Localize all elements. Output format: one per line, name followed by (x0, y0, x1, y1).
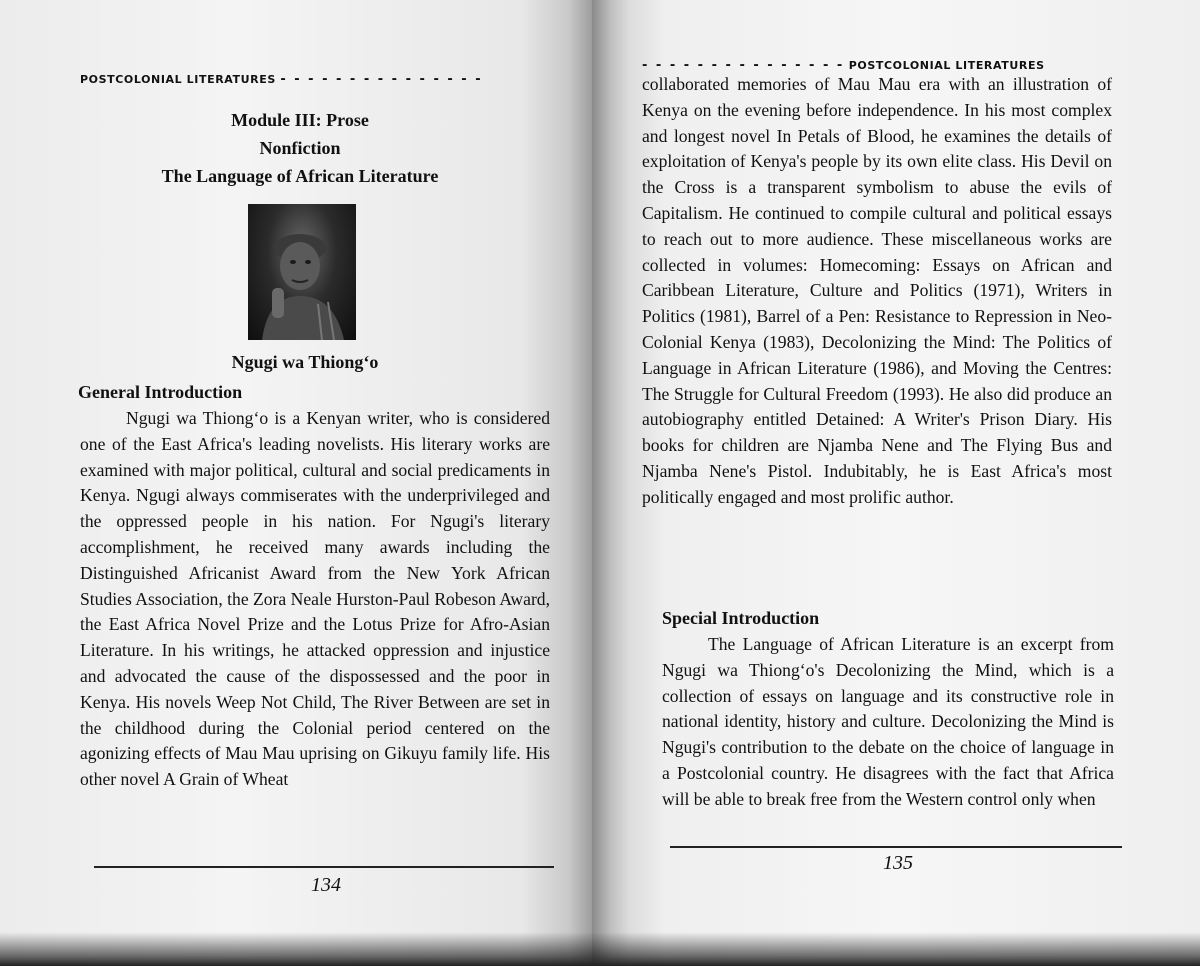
right-body-text (642, 72, 1112, 511)
right-page (592, 0, 1200, 966)
running-head-dashes: - - - - - - - - - - - - - - - (642, 58, 845, 73)
essay-title: The Language of African Literature (161, 166, 439, 186)
continued-paragraph: collaborated memories of Mau Mau era with an illustration of Kenya on the evening before independence. In his most complex and longest novel In Petals of Blood, he examines the details of exploitation of Kenya's people by its own elite class. His Devil on the Cross is a transparent symbolism to abuse the evils of Capitalism. He continued to compile cultural and political essays to reach out to more audience. These miscellaneous works are collected in volumes: Homecoming: Essays on African and Caribbean Literature, Culture and Politics (1971), Writers in Politics (1981), Barrel of a Pen: Resistance to Repression in Neo-Colonial Kenya (1983), Decolonizing the Mind: The Politics of Language in African Literature (1986), and Moving the Centres: The Struggle for Cultural Freedom (1993). He also did produce an autobiography entitled Detained: A Writer's Prison Diary. His books for children are Njamba Nene and The Flying Bus and Njamba Nene's Pistol. Indubitably, he is East Africa's most politically engaged and most prolific author. (642, 74, 1112, 507)
running-head-right (642, 58, 1045, 73)
footer-rule-right (670, 846, 1122, 848)
running-head-dashes: - - - - - - - - - - - - - - - (280, 72, 483, 87)
special-introduction-heading: Special Introduction (662, 608, 820, 628)
special-introduction-paragraph: The Language of African Literature is an excerpt from Ngugi wa Thiong‘o's Decolonizing the Mind, which is a collection of essays on language and its constructive role in national identity, history and culture. Decolonizing the Mind is Ngugi's contribution to the debate on the choice of language in a Postcolonial country. He disagrees with the fact that Africa will be able to break free from the Western control only when (662, 634, 1114, 809)
author-name: Ngugi wa Thiong‘o (231, 352, 379, 372)
general-introduction-heading: General Introduction (78, 382, 243, 402)
left-body-text (80, 406, 550, 793)
general-introduction-paragraph: Ngugi wa Thiong‘o is a Kenyan writer, who is considered one of the East Africa's leading novelists. His literary works are examined with major political, cultural and social predicaments in Kenya. Ngugi always commiserates with the underprivileged and the oppressed people in his nation. For Ngugi's literary accomplishment, he received many awards including the Distinguished Africanist Award from the New York African Studies Association, the Zora Neale Hurston-Paul Robeson Award, the East Africa Novel Prize and the Lotus Prize for Afro-Asian Literature. In his writings, he attacked oppression and injustice and advocated the cause of the dispossessed and the poor in Kenya. His novels Weep Not Child, The River Between are set in the childhood during the Colonial period centered on the agonizing effects of Mau Mau uprising on Gikuyu family life. His other novel A Grain of Wheat (80, 408, 550, 790)
running-head-left (80, 72, 483, 87)
page-bottom-shadow (0, 932, 592, 966)
special-introduction-text (662, 632, 1114, 813)
portrait-image (248, 204, 356, 340)
module-title: Module III: Prose (231, 110, 369, 130)
left-page (0, 0, 592, 966)
section-title: Nonfiction (259, 138, 341, 158)
page-bottom-shadow (592, 932, 1200, 966)
footer-rule-left (94, 866, 554, 868)
running-head-title: POSTCOLONIAL LITERATURES (848, 59, 1045, 72)
page-number-left: 134 (311, 874, 341, 896)
page-number-right: 135 (883, 852, 913, 874)
running-head-title: POSTCOLONIAL LITERATURES (80, 73, 276, 86)
author-portrait (248, 204, 356, 340)
